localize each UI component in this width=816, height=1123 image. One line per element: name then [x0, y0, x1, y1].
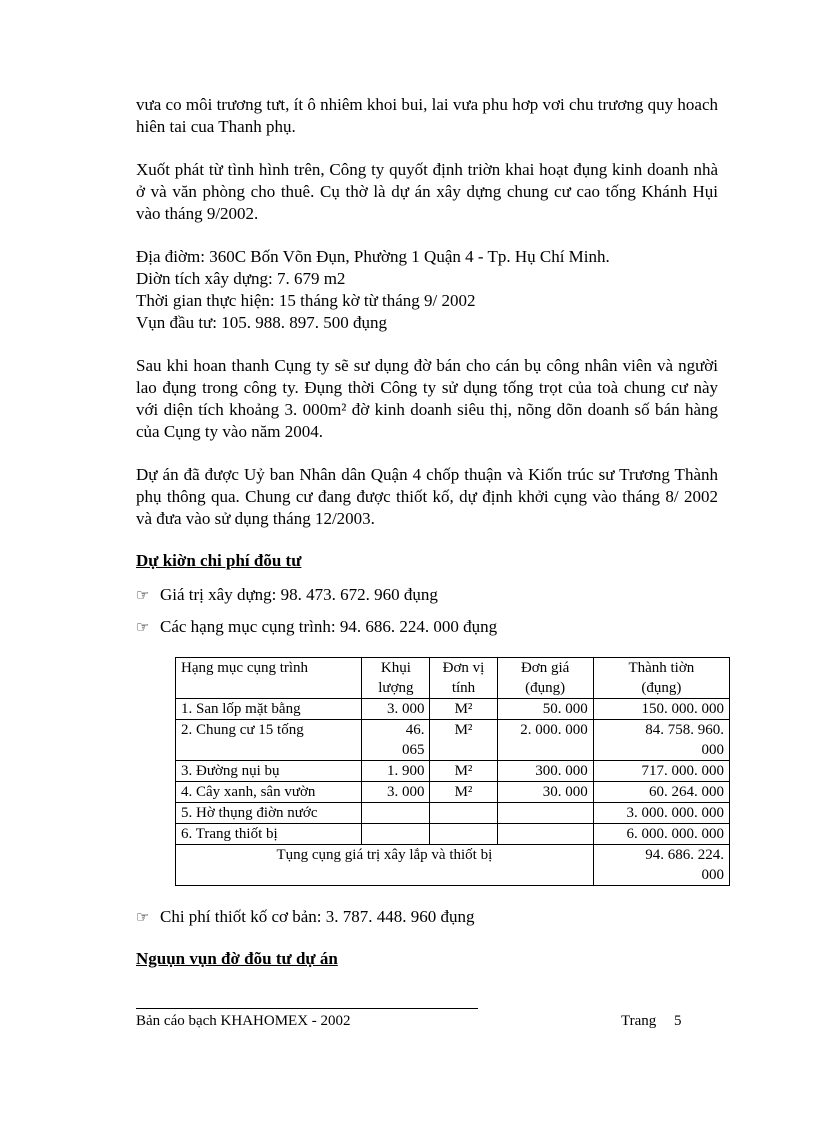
bullet-construction-value: [136, 584, 718, 606]
bullet-work-items: [136, 616, 718, 638]
section-heading-investment-cost: Dự kiờn chi phí đõu tư: [136, 551, 302, 570]
column-header-unit-price: Đơn giá (đụng): [497, 658, 593, 699]
paragraph-usage: Sau khi hoan thanh Cụng ty sẽ sư dụng đờ bán cho cán bụ công nhân viên và người lao đụng trong công ty. Đụng thời Công ty sử dụng tống trọt của toà chung cư này với diện tích khoảng 3. 000m² đờ kinh doanh siêu thị, nõng dõn doanh số bán hàng của Cụng ty vào năm 2004.: [136, 356, 718, 441]
pointing-hand-icon: ☞: [136, 908, 150, 926]
table-row: [176, 699, 730, 720]
column-header-item: Hạng mục cụng trình: [176, 658, 362, 699]
cell-total: 60. 264. 000: [593, 782, 729, 803]
footer-document-title: Bản cáo bạch KHAHOMEX - 2002: [136, 1013, 351, 1029]
cell-quantity: 46. 065: [362, 720, 430, 761]
cell-unit: M²: [430, 699, 497, 720]
cell-quantity: [362, 803, 430, 824]
bullet-design-cost: [136, 906, 718, 928]
table-row: [176, 761, 730, 782]
paragraph-background: Xuốt phát từ tình hình trên, Công ty quyốt định triờn khai hoạt đụng kinh doanh nhà ở và văn phòng cho thuê. Cụ thờ là dự án xây dựng chung cư cao tống Khánh Hụi vào tháng 9/2002.: [136, 160, 718, 223]
sum-total: 94. 686. 224. 000: [593, 845, 729, 886]
cell-unit-price: 300. 000: [497, 761, 593, 782]
cell-quantity: 3. 000: [362, 782, 430, 803]
section-heading-funding-source: Nguụn vụn đờ đõu tư dự án: [136, 949, 338, 968]
cell-unit-price: [497, 824, 593, 845]
cell-total: 3. 000. 000. 000: [593, 803, 729, 824]
project-capital: Vụn đầu tư: 105. 988. 897. 500 đụng: [136, 313, 387, 332]
cell-unit: M²: [430, 761, 497, 782]
cell-item: 1. San lốp mặt bằng: [176, 699, 362, 720]
cell-unit: M²: [430, 782, 497, 803]
bullet-text: Các hạng mục cụng trình: 94. 686. 224. 000 đụng: [160, 617, 498, 636]
column-header-quantity: Khụi lượng: [362, 658, 430, 699]
cell-unit-price: 2. 000. 000: [497, 720, 593, 761]
cell-total: 150. 000. 000: [593, 699, 729, 720]
table-row: [176, 824, 730, 845]
cell-item: 2. Chung cư 15 tống: [176, 720, 362, 761]
bullet-text: Giá trị xây dựng: 98. 473. 672. 960 đụng: [160, 585, 438, 604]
page-body: [136, 94, 724, 970]
table-row: [176, 720, 730, 761]
cell-unit: [430, 803, 497, 824]
project-location: Địa điờm: 360C Bốn Võn Đụn, Phường 1 Quận 4 - Tp. Hụ Chí Minh.: [136, 247, 610, 266]
cell-unit-price: 50. 000: [497, 699, 593, 720]
column-header-total: Thành tiờn (đụng): [593, 658, 729, 699]
footer-divider: [136, 1008, 478, 1009]
cell-unit: [430, 824, 497, 845]
cell-item: 4. Cây xanh, sân vườn: [176, 782, 362, 803]
footer-page-number: Trang 5: [621, 1013, 682, 1029]
sum-label: Tụng cụng giá trị xây lắp và thiốt bị: [176, 845, 594, 886]
column-header-unit: Đơn vị tính: [430, 658, 497, 699]
cell-unit-price: [497, 803, 593, 824]
cell-unit-price: 30. 000: [497, 782, 593, 803]
cell-item: 6. Trang thiốt bị: [176, 824, 362, 845]
cell-unit: M²: [430, 720, 497, 761]
table-row: [176, 803, 730, 824]
table-sum-row: [176, 845, 730, 886]
paragraph-approval: Dự án đã được Uỷ ban Nhân dân Quận 4 chốp thuận và Kiốn trúc sư Trương Thành phụ thông qua. Chung cư đang được thiốt kố, dự định khởi cụng vào tháng 8/ 2002 và đưa vào sử dụng tháng 12/2003.: [136, 465, 718, 528]
bullet-text: Chi phí thiốt kố cơ bản: 3. 787. 448. 960 đụng: [160, 907, 475, 926]
pointing-hand-icon: ☞: [136, 586, 150, 604]
project-duration: Thời gian thực hiện: 15 tháng kờ từ tháng 9/ 2002: [136, 291, 476, 310]
cell-total: 84. 758. 960. 000: [593, 720, 729, 761]
cell-quantity: 1. 900: [362, 761, 430, 782]
cell-item: 3. Đường nụi bụ: [176, 761, 362, 782]
cell-item: 5. Hờ thụng điờn nước: [176, 803, 362, 824]
project-area: Diờn tích xây dựng: 7. 679 m2: [136, 269, 346, 288]
cell-quantity: [362, 824, 430, 845]
pointing-hand-icon: ☞: [136, 618, 150, 636]
table-header-row: [176, 658, 730, 699]
cell-total: 6. 000. 000. 000: [593, 824, 729, 845]
project-info: [136, 246, 718, 334]
cost-table: [175, 657, 730, 886]
table-row: [176, 782, 730, 803]
cell-quantity: 3. 000: [362, 699, 430, 720]
cell-total: 717. 000. 000: [593, 761, 729, 782]
paragraph-intro: vưa co môi trương tưt, ít ô nhiêm khoi bui, lai vưa phu hơp vơi chu trương quy hoach hiên tai cua Thanh phụ.: [136, 95, 718, 136]
